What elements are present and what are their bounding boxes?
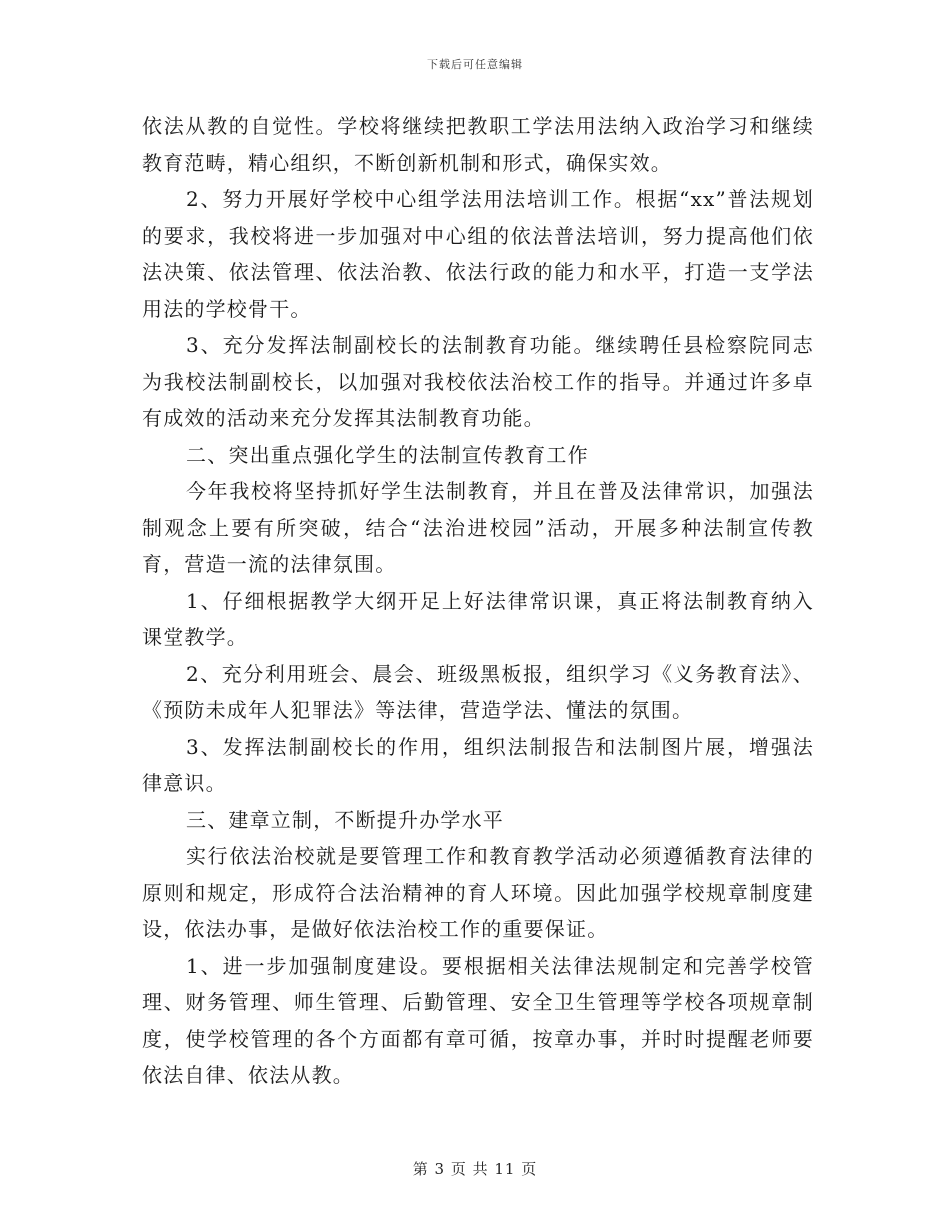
paragraph: 今年我校将坚持抓好学生法制教育，并且在普及法律常识，加强法制观念上要有所突破，结合“法治进校园”活动，开展多种法制宣传教育，营造一流的法律氛围。 <box>142 479 814 576</box>
page-number-footer: 第 3 页 共 11 页 <box>412 1160 538 1178</box>
paragraph: 3、发挥法制副校长的作用，组织法制报告和法制图片展，增强法律意识。 <box>142 734 814 795</box>
page-header-note: 下载后可任意编辑 <box>427 58 523 71</box>
paragraph: 1、仔细根据教学大纲开足上好法律常识课，真正将法制教育纳入课堂教学。 <box>142 588 814 649</box>
paragraph: 3、充分发挥法制副校长的法制教育功能。继续聘任县检察院同志为我校法制副校长，以加强对我校依法治校工作的指导。并通过许多卓有成效的活动来充分发挥其法制教育功能。 <box>142 333 814 430</box>
paragraph: 1、进一步加强制度建设。要根据相关法律法规制定和完善学校管理、财务管理、师生管理、后勤管理、安全卫生管理等学校各项规章制度，使学校管理的各个方面都有章可循，按章办事，并时时提醒老师要依法自律、依法从教。 <box>142 953 814 1087</box>
document-body <box>142 108 814 1094</box>
section-heading: 三、建章立制，不断提升办学水平 <box>186 807 504 832</box>
section-heading: 二、突出重点强化学生的法制宣传教育工作 <box>186 442 589 467</box>
paragraph: 依法从教的自觉性。学校将继续把教职工学法用法纳入政治学习和继续教育范畴，精心组织，不断创新机制和形式，确保实效。 <box>142 114 814 175</box>
paragraph: 2、充分利用班会、晨会、班级黑板报，组织学习《义务教育法》、《预防未成年人犯罪法》等法律，营造学法、懂法的氛围。 <box>142 661 814 722</box>
paragraph: 2、努力开展好学校中心组学法用法培训工作。根据“xx”普法规划的要求，我校将进一步加强对中心组的依法普法培训，努力提高他们依法决策、依法管理、依法治教、依法行政的能力和水平，打造一支学法用法的学校骨干。 <box>142 187 814 321</box>
paragraph: 实行依法治校就是要管理工作和教育教学活动必须遵循教育法律的原则和规定，形成符合法治精神的育人环境。因此加强学校规章制度建设，依法办事，是做好依法治校工作的重要保证。 <box>142 844 814 941</box>
